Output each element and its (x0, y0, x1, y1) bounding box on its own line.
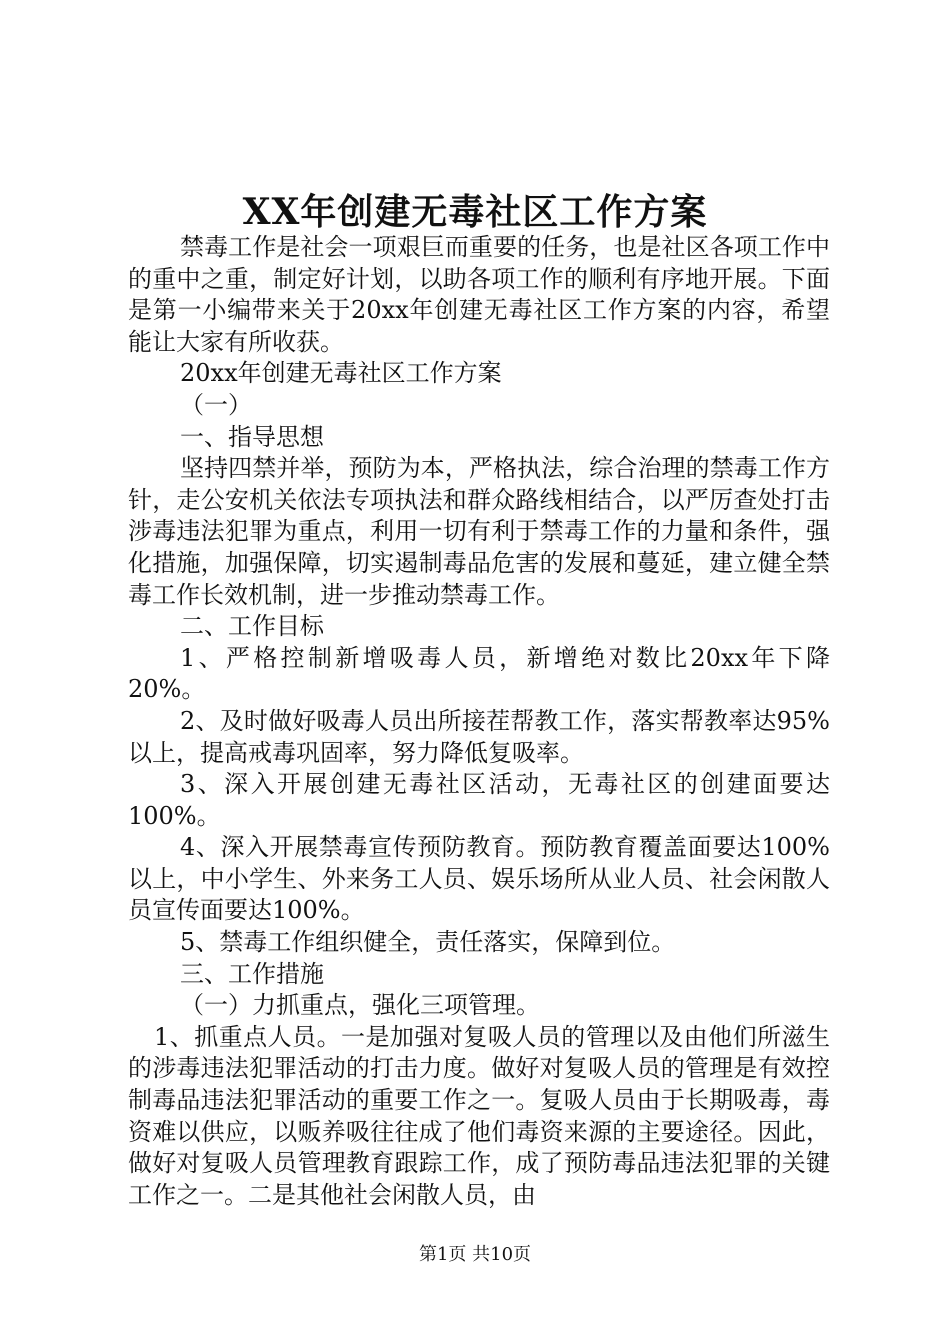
section-number: （一） (180, 390, 252, 419)
goal-item-2: 2、及时做好吸毒人员出所接茬帮教工作，落实帮教率达95%以上，提高戒毒巩固率，努力降低复吸率。 (128, 706, 830, 767)
subtitle-line: 20xx年创建无毒社区工作方案 (180, 359, 502, 388)
goal-item-3: 3、深入开展创建无毒社区活动，无毒社区的创建面要达100%。 (128, 770, 830, 830)
heading-work-goals: 二、工作目标 (180, 612, 324, 641)
goal-item-1: 1、严格控制新增吸毒人员，新增绝对数比20xx年下降20%。 (128, 643, 830, 704)
page-footer: 第1页 共10页 (418, 1244, 532, 1265)
heading-guiding-ideology: 一、指导思想 (180, 422, 324, 451)
goal-item-5: 5、禁毒工作组织健全，责任落实，保障到位。 (180, 928, 676, 957)
document-body (128, 232, 830, 1211)
heading-work-measures: 三、工作措施 (180, 959, 324, 988)
intro-paragraph: 禁毒工作是社会一项艰巨而重要的任务，也是社区各项工作中的重中之重，制定好计划，以助各项工作的顺利有序地开展。下面是第一小编带来关于20xx年创建无毒社区工作方案的内容，希望能让大家有所收获。 (128, 233, 830, 356)
document-title: XX年创建无毒社区工作方案 (242, 191, 708, 233)
measures-paragraph-1: 1、抓重点人员。一是加强对复吸人员的管理以及由他们所滋生的涉毒违法犯罪活动的打击力度。做好对复吸人员的管理是有效控制毒品违法犯罪活动的重要工作之一。复吸人员由于长期吸毒，毒资难以供应，以贩养吸往往成了他们毒资来源的主要途径。因此，做好对复吸人员管理教育跟踪工作，成了预防毒品违法犯罪的关键工作之一。二是其他社会闲散人员，由 (128, 1022, 830, 1209)
guiding-ideology-paragraph: 坚持四禁并举，预防为本，严格执法，综合治理的禁毒工作方针，走公安机关依法专项执法和群众路线相结合，以严厉查处打击涉毒违法犯罪为重点，利用一切有利于禁毒工作的力量和条件，强化措施，加强保障，切实遏制毒品危害的发展和蔓延，建立健全禁毒工作长效机制，进一步推动禁毒工作。 (128, 454, 830, 609)
measures-subheading: （一）力抓重点，强化三项管理。 (180, 991, 540, 1020)
goal-item-4: 4、深入开展禁毒宣传预防教育。预防教育覆盖面要达100%以上，中小学生、外来务工人员、娱乐场所从业人员、社会闲散人员宣传面要达100%。 (128, 833, 830, 925)
